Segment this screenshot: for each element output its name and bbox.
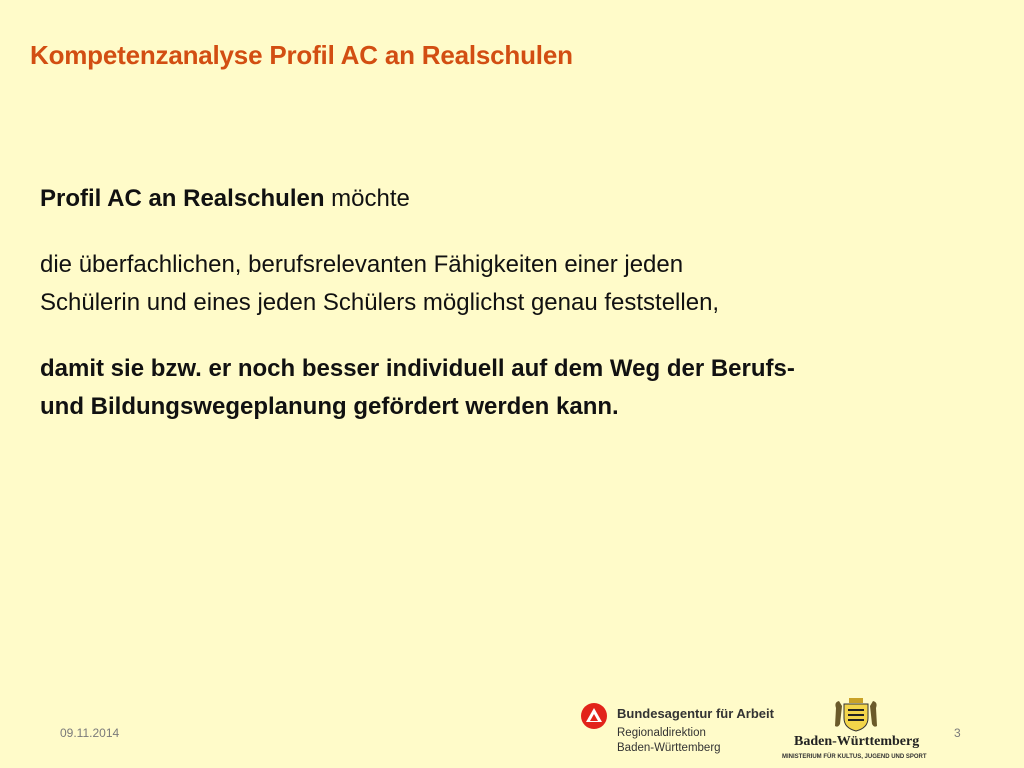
purpose-line-2: und Bildungswegeplanung gefördert werden kann. xyxy=(40,393,619,420)
purpose-paragraph xyxy=(40,350,990,426)
bw-logo xyxy=(780,698,940,766)
state-crest-icon xyxy=(830,698,882,732)
page-number: 3 xyxy=(954,726,961,740)
ba-logo-name: Bundesagentur für Arbeit xyxy=(617,706,774,721)
goal-paragraph xyxy=(40,246,990,322)
intro-text: möchte xyxy=(324,185,410,212)
goal-line-2: Schülerin und eines jeden Schülers möglichst genau feststellen, xyxy=(40,289,720,316)
bw-logo-name: Baden-Württemberg xyxy=(794,734,920,749)
purpose-line-1: damit sie bzw. er noch besser individuell auf dem Weg der Berufs- xyxy=(40,355,795,382)
bw-logo-ministry: MINISTERIUM FÜR KULTUS, JUGEND UND SPORT xyxy=(782,754,927,760)
footer-date: 09.11.2014 xyxy=(60,726,120,740)
ba-logo-sub-line-2: Baden-Württemberg xyxy=(617,742,721,754)
slide-title: Kompetenzanalyse Profil AC an Realschulen xyxy=(30,40,573,70)
ba-logo-subtitle xyxy=(617,726,721,756)
ba-logo-sub-line-1: Regionaldirektion xyxy=(617,727,706,739)
goal-line-1: die überfachlichen, berufsrelevanten Fähigkeiten einer jeden xyxy=(40,251,684,278)
slide-content xyxy=(40,180,990,454)
ba-logo xyxy=(580,700,790,760)
intro-bold-text: Profil AC an Realschulen xyxy=(40,185,325,212)
ba-logo-icon xyxy=(580,702,608,730)
intro-paragraph xyxy=(40,180,990,218)
